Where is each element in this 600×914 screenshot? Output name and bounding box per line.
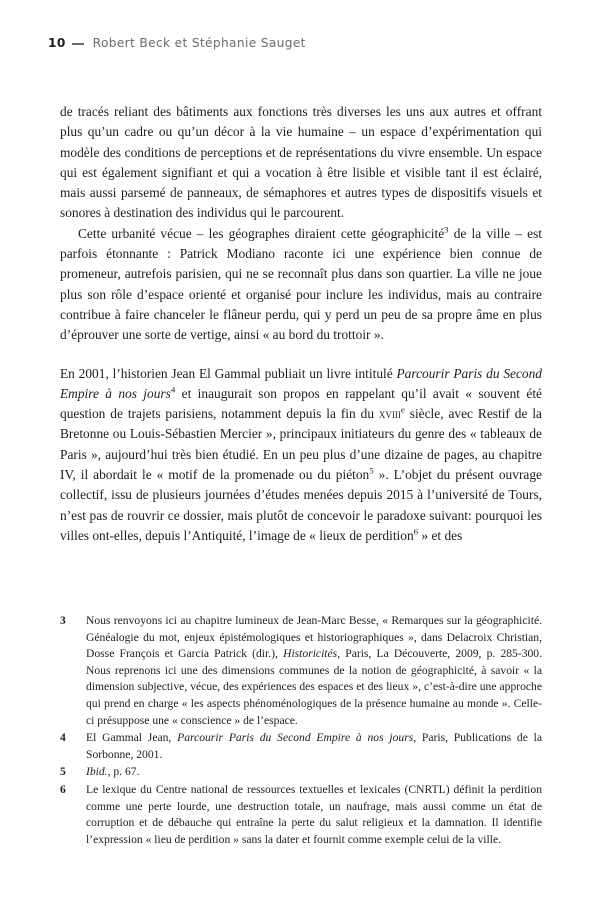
footnote-5-title: Ibid. bbox=[86, 765, 108, 779]
footnote-ref-4: 4 bbox=[170, 384, 176, 395]
body-text bbox=[60, 102, 542, 546]
footnote-text bbox=[86, 782, 542, 848]
paragraph-1: de tracés reliant des bâtiments aux fonctions très diverses les uns aux autres et offrant plus qu’un cadre ou qu’un décor à la vie humaine – un espace d’expérimentation qui modèle des conditions de perceptions et de représentations du vivre ensemble. Un espace qui est également signifiant et qui a vocation à être lisible et visible tant il est éclairé, mais aussi parsemé de panneaux, de sémaphores et autres types de dispositifs visuels et sonores à destination des individus qui le parcourent. bbox=[60, 104, 542, 221]
p3-text-b: et inaugurait son propos en rappelant qu’il avait « souvent été question de trajets parisiens, notamment depuis la fin du bbox=[60, 385, 542, 422]
footnote-number: 5 bbox=[60, 765, 66, 779]
footnote-5-text-b: , p. 67. bbox=[107, 765, 140, 779]
paragraph-2 bbox=[60, 224, 542, 346]
footnote-text bbox=[86, 764, 542, 781]
paragraph-3 bbox=[60, 364, 542, 547]
p3-book-title: Parcourir Paris du Second Empire à nos jours bbox=[60, 365, 543, 401]
footnote-3 bbox=[60, 613, 542, 729]
footnote-ref-3: 3 bbox=[444, 224, 449, 235]
footnote-4-title: Parcourir Paris du Second Empire à nos jours bbox=[177, 731, 414, 745]
footnote-text bbox=[86, 613, 542, 729]
p3-text-c: siècle, avec Restif de la Bretonne ou Louis-Sébastien Mercier », principaux initiateurs du genre des « tableaux de Paris », aujourd’hui très bien étudié. En un peu plus d’une dizaine de pages, au chapitre IV, il abordait le « motif de la promenade ou du piéton bbox=[60, 406, 542, 483]
p3-text-e: » et des bbox=[418, 527, 463, 543]
page-number: 10 bbox=[48, 36, 66, 50]
footnote-number: 3 bbox=[60, 614, 66, 627]
footnote-6-text-a: Le lexique du Centre national de ressources textuelles et lexicales (CNRTL) définit la perdition comme une perte lourde, une destruction totale, un naufrage, mais aussi comme un état de corruption et de débauche qui entraîne la perte du salut religieux et la damnation. Il identifie l’expression « lieu de perdition » sans la dater et fournit comme exemple celui de la ville. bbox=[86, 782, 542, 846]
p2-text-a: Cette urbanité vécue – les géographes diraient cette géographicité bbox=[78, 225, 445, 241]
footnote-number: 4 bbox=[60, 731, 66, 745]
footnote-3-text-a: Nous renvoyons ici au chapitre lumineux de Jean-Marc Besse, « Remarques sur la géographicité. Généalogie du mot, enjeux épistémologiques et historiographiques », dans Delacroix Christian, Dosse François et Garcia Patrick (dir.), bbox=[86, 614, 542, 661]
footnote-3-title: Historicités bbox=[283, 647, 338, 661]
p3-century: xviii bbox=[378, 406, 401, 422]
footnotes bbox=[60, 613, 542, 849]
footnote-5 bbox=[60, 764, 542, 781]
footnote-number: 6 bbox=[60, 782, 66, 796]
footnote-4-text-b: , Paris, Publications de la Sorbonne, 2001. bbox=[86, 731, 543, 761]
p2-text-b: de la ville – est parfois étonnante : Patrick Modiano raconte ici une expérience bien connue de promeneur, autrefois parisien, qui ne se reconnaît plus dans son quartier. La ville ne joue plus son rôle d’espace orienté et organisé pour inclure les individus, mais au contraire contribue à faire chanceler le flâneur perdu, qui y perd un peu de sa propre âme en plus d’éprouver une sorte de vertige, ainsi « au bord du trottoir ». bbox=[60, 225, 542, 343]
footnote-3-text-b: , Paris, La Découverte, 2009, p. 285-300. Nous reprenons ici une des dimensions communes de la notion de géographicité, à savoir « la dimension subjective, vécue, des expériences des espaces et des lieux », c’est-à-dire une approche qui prend en charge « les aspects phénoménologiques de la présence humaine au monde ». Celle-ci présuppose une « conscience » de l’espace. bbox=[86, 647, 542, 727]
footnote-ref-6: 6 bbox=[413, 526, 419, 537]
header-dash bbox=[72, 43, 84, 45]
p3-century-sup: e bbox=[400, 404, 405, 415]
header-authors: Robert Beck et Stéphanie Sauget bbox=[92, 36, 306, 50]
p3-text-d: ». L’objet du présent ouvrage collectif, issu de plusieurs journées d’études menées depuis 2015 à l’université de Tours, n’est pas de rouvrir ce dossier, mais plutôt de concevoir le paradoxe suivant: pourquoi les villes ont-elles, depuis l’Antiquité, l’image de « lieux de perdition bbox=[60, 467, 542, 543]
footnote-text bbox=[86, 730, 542, 763]
footnote-4-text-a: El Gammal Jean, bbox=[86, 731, 178, 745]
footnote-4 bbox=[60, 730, 542, 763]
running-header bbox=[48, 36, 306, 50]
p3-text-a: En 2001, l’historien Jean El Gammal publiait un livre intitulé bbox=[60, 365, 397, 381]
footnote-ref-5: 5 bbox=[369, 465, 374, 476]
footnote-6 bbox=[60, 782, 542, 848]
